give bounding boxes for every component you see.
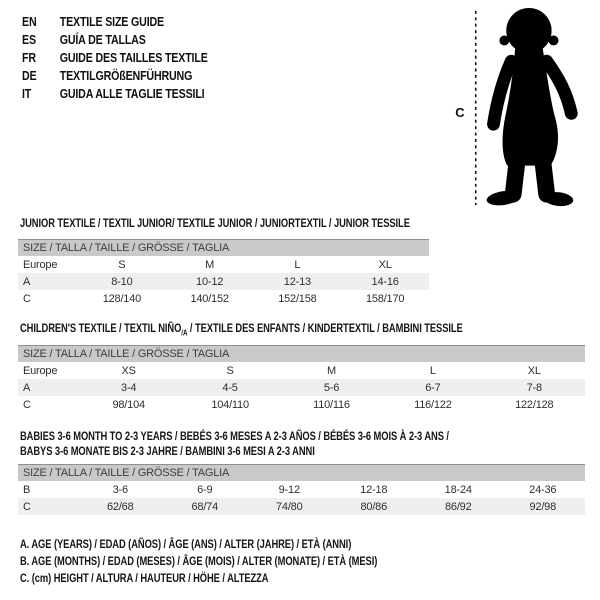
cell: 74/80 [275,500,303,513]
cell: 3-4 [121,381,137,394]
cell: 9-12 [278,483,300,496]
language-title-list [22,13,248,103]
cell: 8-10 [111,275,133,288]
cell: 5-6 [323,381,340,394]
legend-note-c: C. (cm) HEIGHT / ALTURA / HAUTEUR / HÖHE / ALTEZZA [20,571,269,585]
table-row [18,498,585,515]
cell: 18-24 [444,483,472,496]
cell: 3-6 [112,483,128,496]
language-row-it [22,85,208,103]
table-row [18,273,429,290]
babies-size-table [18,481,585,515]
language-label: GUIDE DES TAILLES TEXTILE [59,50,208,65]
cell: 62/68 [106,500,134,513]
cell: S [118,258,126,271]
row-label: C [23,398,31,411]
language-row-es [22,31,208,49]
cell: 98/104 [112,398,145,411]
language-code: DE [22,68,37,83]
row-label: Europe [23,364,58,377]
cell: M [326,364,336,377]
table-row [18,362,585,379]
cell: 92/98 [529,500,557,513]
size-header-bar: SIZE / TALLA / TAILLE / GRÖSSE / TAGLIA [18,345,585,362]
language-label: GUÍA DE TALLAS [59,32,146,47]
title-line2: BABYS 3-6 MONATE BIS 2-3 JAHRE / BAMBINI 3-6 MESI A 2-3 ANNI [20,444,315,458]
cell: 12-18 [360,483,388,496]
language-code: IT [22,86,32,101]
cell: 12-13 [283,275,311,288]
table-row [18,396,585,413]
cell: 140/152 [190,292,229,305]
language-row-en [22,13,208,31]
language-label: GUIDA ALLE TAGLIE TESSILI [59,86,205,101]
row-label: A [23,275,31,288]
table-row [18,379,585,396]
row-label: Europe [23,258,58,271]
height-measure-label: C [455,105,465,120]
title-part: / TEXTILE DES ENFANTS / KINDERTEXTIL / BAMBINI TESSILE [187,321,463,335]
babies-table-title [20,429,449,459]
legend-note-a: A. AGE (YEARS) / EDAD (AÑOS) / ÂGE (ANS) / ALTER (JAHRE) / ETÀ (ANNI) [20,537,352,551]
size-header-bar: SIZE / TALLA / TAILLE / GRÖSSE / TAGLIA [18,239,429,256]
language-row-fr [22,49,208,67]
table-row [18,481,585,498]
language-code: EN [22,14,37,29]
cell: 14-16 [371,275,399,288]
cell: 110/116 [313,398,350,411]
children-table-title [20,321,463,340]
language-code: ES [22,32,36,47]
cell: 158/170 [365,292,405,305]
cell: M [205,258,215,271]
cell: XL [527,364,541,377]
table-row [18,256,429,273]
language-label: TEXTILE SIZE GUIDE [59,14,164,29]
babies-table [18,464,585,515]
cell: 6-7 [425,381,441,394]
junior-table-title: JUNIOR TEXTILE / TEXTIL JUNIOR/ TEXTILE JUNIOR / JUNIORTEXTIL / JUNIOR TESSILE [20,216,410,230]
cell: 80/86 [360,500,388,513]
cell: S [226,364,234,377]
cell: 4-5 [222,381,238,394]
cell: 122/128 [515,398,554,411]
toddler-silhouette-icon [455,5,595,207]
title-line1: BABIES 3-6 MONTH TO 2-3 YEARS / BEBÉS 3-6 MESES A 2-3 AÑOS / BÉBÉS 3-6 MOIS À 2-3 ANS / [20,429,449,443]
children-size-table [18,362,585,413]
children-table [18,345,585,413]
size-header-bar: SIZE / TALLA / TAILLE / GRÖSSE / TAGLIA [18,464,585,481]
legend-note-b: B. AGE (MONTHS) / EDAD (MESES) / ÂGE (MOIS) / ALTER (MONATE) / ETÀ (MESI) [20,554,378,568]
cell: L [429,364,436,377]
cell: 86/92 [444,500,472,513]
cell: 68/74 [191,500,219,513]
cell: 152/158 [278,292,317,305]
cell: XS [121,364,136,377]
cell: L [294,258,301,271]
language-label: TEXTILGRÖßENFÜHRUNG [59,68,193,83]
junior-size-table [18,256,429,307]
row-label: C [23,292,31,305]
legend-notes [20,536,478,587]
title-subscript: /A [181,328,188,338]
cell: 116/122 [414,398,452,411]
cell: 24-36 [529,483,557,496]
cell: XL [378,258,392,271]
language-code: FR [22,50,36,65]
cell: 128/140 [102,292,142,305]
cell: 7-8 [526,381,542,394]
title-part: CHILDREN'S TEXTILE / TEXTIL NIÑO [20,321,182,335]
row-label: A [23,381,31,394]
table-row [18,290,429,307]
junior-table [18,239,429,307]
row-label: C [23,500,31,513]
language-row-de [22,67,208,85]
row-label: B [23,483,31,496]
cell: 104/110 [211,398,249,411]
cell: 10-12 [196,275,224,288]
cell: 6-9 [197,483,213,496]
